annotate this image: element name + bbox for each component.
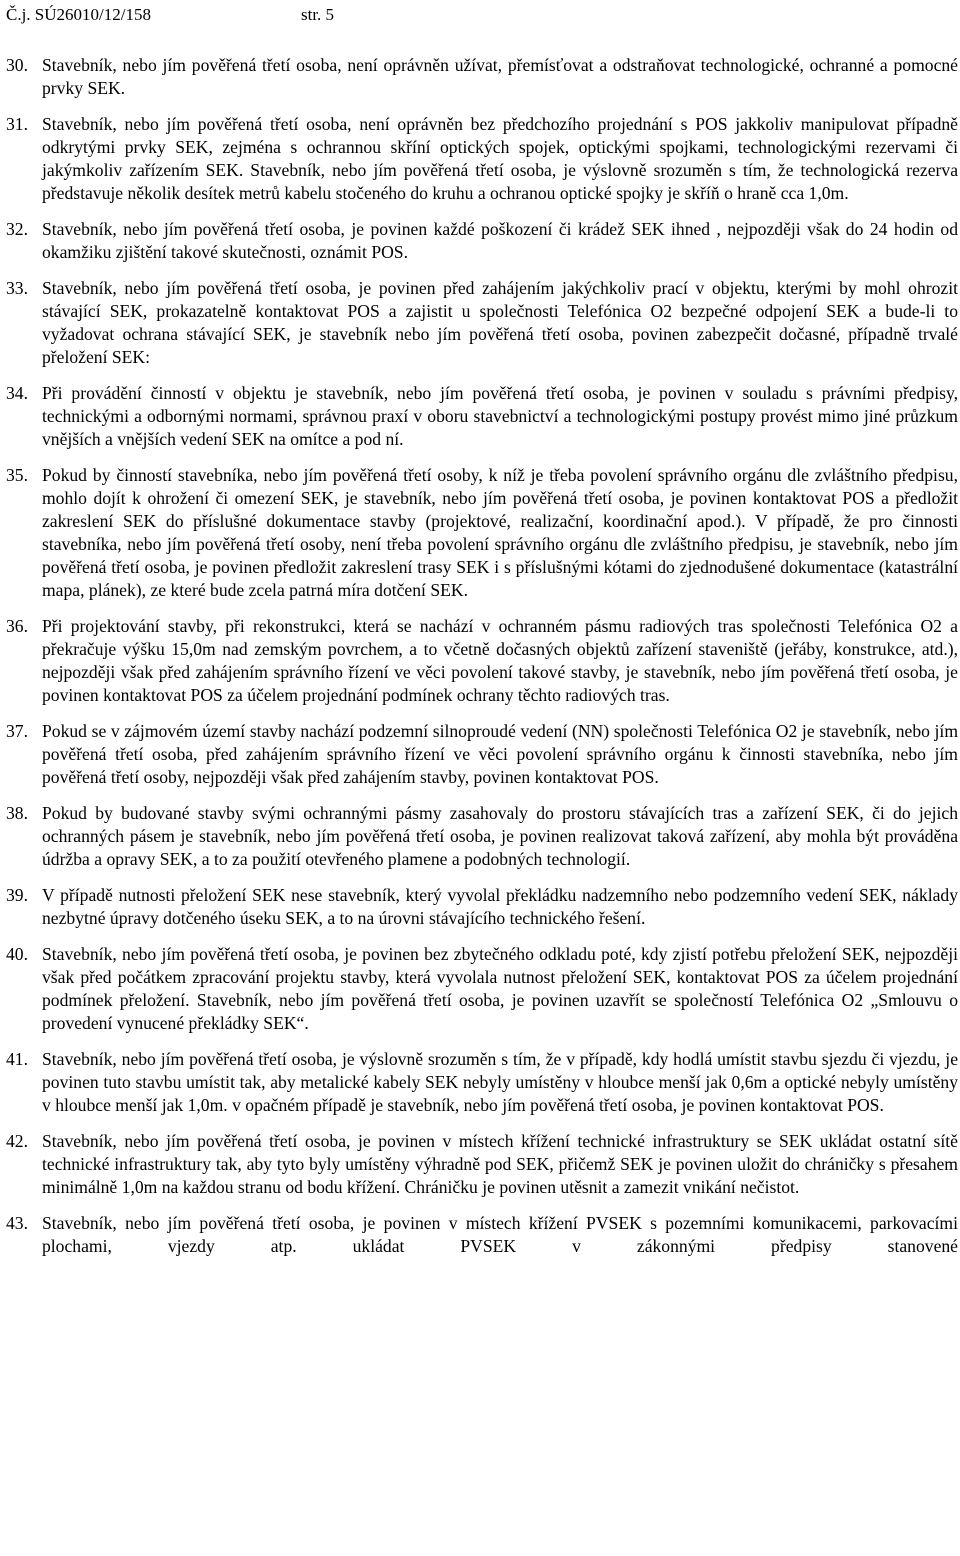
list-item — [6, 720, 958, 789]
item-number: 33. — [6, 278, 28, 298]
list-item — [6, 1130, 958, 1199]
list-item — [6, 615, 958, 707]
item-text: V případě nutnosti přeložení SEK nese stavebník, který vyvolal překládku nadzemního nebo podzemního vedení SEK, náklady nezbytné úpravy dotčeného úseku SEK, a to na úrovni stávajícího technického řešení. — [42, 885, 958, 928]
item-number: 30. — [6, 55, 28, 75]
item-text: Při projektování stavby, při rekonstrukci, která se nachází v ochranném pásmu radiových tras společnosti Telefónica O2 a překračuje výšku 15,0m nad zemským povrchem, a to včetně dočasných objektů zařízení staveniště (jeřáby, konstrukce, atd.), nejpozději však před zahájením správního řízení ve věci povolení takové stavby, je stavebník, nebo jím pověřená třetí osoba, je povinen kontaktovat POS za účelem projednání podmínek ochrany těchto radiových tras. — [42, 616, 958, 705]
list-item — [6, 113, 958, 205]
item-text: Stavebník, nebo jím pověřená třetí osoba, je povinen v místech křížení technické infrastruktury se SEK ukládat ostatní sítě technické infrastruktury tak, aby tyto byly umístěny výhradně pod SEK, přičemž SEK je povinen uložit do chráničky s přesahem minimálně 1,0m na každou stranu od bodu křížení. Chráničku je povinen utěsnit a zamezit vnikání nečistot. — [42, 1131, 958, 1197]
item-text: Při provádění činností v objektu je stavebník, nebo jím pověřená třetí osoba, je povinen v souladu s právními předpisy, technickými a odbornými normami, správnou praxí v oboru stavebnictví a technologickými postupy provést mimo jiné průzkum vnějších a vnějších vedení SEK na omítce a pod ní. — [42, 383, 958, 449]
item-text: Stavebník, nebo jím pověřená třetí osoba, není oprávněn užívat, přemísťovat a odstraňovat technologické, ochranné a pomocné prvky SEK. — [42, 55, 958, 98]
page-number: str. 5 — [301, 5, 335, 24]
list-item — [6, 884, 958, 930]
list-item — [6, 277, 958, 369]
item-text: Stavebník, nebo jím pověřená třetí osoba, je povinen každé poškození či krádež SEK ihned , nejpozději však do 24 hodin od okamžiku zjištění takové skutečnosti, oznámit POS. — [42, 219, 958, 262]
page-header — [6, 4, 335, 26]
item-number: 32. — [6, 219, 28, 239]
item-number: 35. — [6, 465, 28, 485]
reference-number: Č.j. SÚ26010/12/158 — [6, 5, 151, 24]
item-text: Stavebník, nebo jím pověřená třetí osoba, je povinen bez zbytečného odkladu poté, kdy zjistí potřebu přeložení SEK, nejpozději však před počátkem zpracování projektu stavby, která vyvolala nutnost přeložení SEK, kontaktovat POS za účelem projednání podmínek přeložení. Stavebník, nebo jím pověřená třetí osoba, je povinen uzavřít se společností Telefónica O2 „Smlouvu o provedení vynucené překládky SEK“. — [42, 944, 958, 1033]
list-item — [6, 54, 958, 100]
item-number: 37. — [6, 721, 28, 741]
item-number: 40. — [6, 944, 28, 964]
item-number: 34. — [6, 383, 28, 403]
item-number: 42. — [6, 1131, 28, 1151]
list-item — [6, 382, 958, 451]
item-number: 41. — [6, 1049, 28, 1069]
item-number: 39. — [6, 885, 28, 905]
list-item — [6, 218, 958, 264]
item-text: Stavebník, nebo jím pověřená třetí osoba, není oprávněn bez předchozího projednání s POS jakkoliv manipulovat případně odkrytými prvky SEK, zejména s ochrannou skříní optických spojek, optickými spojkami, technologickými rezervami či jakýmkoliv zařízením SEK. Stavebník, nebo jím pověřená třetí osoba, je výslovně srozuměn s tím, že technologická rezerva představuje několik desítek metrů kabelu stočeného do kruhu a ochranou optické spojky je skříň o hraně cca 1,0m. — [42, 114, 958, 203]
item-text: Pokud by činností stavebníka, nebo jím pověřená třetí osoby, k níž je třeba povolení správního orgánu dle zvláštního předpisu, mohlo dojít k ohrožení či omezení SEK, je stavebník, nebo jím pověřená třetí osoba, je povinen kontaktovat POS a předložit zakreslení SEK do příslušné dokumentace stavby (projektové, realizační, koordinační apod.). V případě, že pro činnosti stavebníka, nebo jím pověřená třetí osoby, není třeba povolení správního orgánu dle zvláštního předpisu, je stavebník, nebo jím pověřená třetí osoba, je povinen předložit zakreslení trasy SEK i s příslušnými kótami do zjednodušené dokumentace (katastrální mapa, plánek), ze které bude zcela patrná míra dotčení SEK. — [42, 465, 958, 600]
list-item — [6, 1212, 958, 1258]
item-number: 43. — [6, 1213, 28, 1233]
item-number: 38. — [6, 803, 28, 823]
item-text: Pokud by budované stavby svými ochrannými pásmy zasahovaly do prostoru stávajících tras a zařízení SEK, či do jejich ochranných pásem je stavebník, nebo jím pověřená třetí osoba, je povinen realizovat taková zařízení, aby mohla být prováděna údržba a opravy SEK, a to za použití otevřeného plamene a podobných technologií. — [42, 803, 958, 869]
conditions-list — [6, 54, 958, 1271]
list-item — [6, 1048, 958, 1117]
item-text: Pokud se v zájmovém území stavby nachází podzemní silnoproudé vedení (NN) společnosti Telefónica O2 je stavebník, nebo jím pověřená třetí osoba, před zahájením správního řízení ve věci povolení správního orgánu k činnosti stavebníka, nebo jím pověřená třetí osoby, nejpozději však před zahájením stavby, povinen kontaktovat POS. — [42, 721, 958, 787]
list-item — [6, 464, 958, 602]
item-number: 36. — [6, 616, 28, 636]
list-item — [6, 802, 958, 871]
item-text: Stavebník, nebo jím pověřená třetí osoba, je výslovně srozuměn s tím, že v případě, kdy hodlá umístit stavbu sjezdu či vjezdu, je povinen tuto stavbu umístit tak, aby metalické kabely SEK nebyly umístěny v hloubce menší jak 0,6m a optické nebyly umístěny v hloubce menší jak 1,0m. v opačném případě je stavebník, nebo jím pověřená třetí osoba, je povinen kontaktovat POS. — [42, 1049, 958, 1115]
list-item — [6, 943, 958, 1035]
item-number: 31. — [6, 114, 28, 134]
item-text: Stavebník, nebo jím pověřená třetí osoba, je povinen před zahájením jakýchkoliv prací v objektu, kterými by mohl ohrozit stávající SEK, prokazatelně kontaktovat POS a zajistit u společnosti Telefónica O2 bezpečné odpojení SEK a bude-li to vyžadovat ochrana stávající SEK, je stavebník nebo jím pověřená třetí osoba, povinen zabezpečit dočasné, případně trvalé přeložení SEK: — [42, 278, 958, 367]
item-text: Stavebník, nebo jím pověřená třetí osoba, je povinen v místech křížení PVSEK s pozemními komunikacemi, parkovacími plochami, vjezdy atp. ukládat PVSEK v zákonnými předpisy stanovené — [42, 1213, 958, 1256]
